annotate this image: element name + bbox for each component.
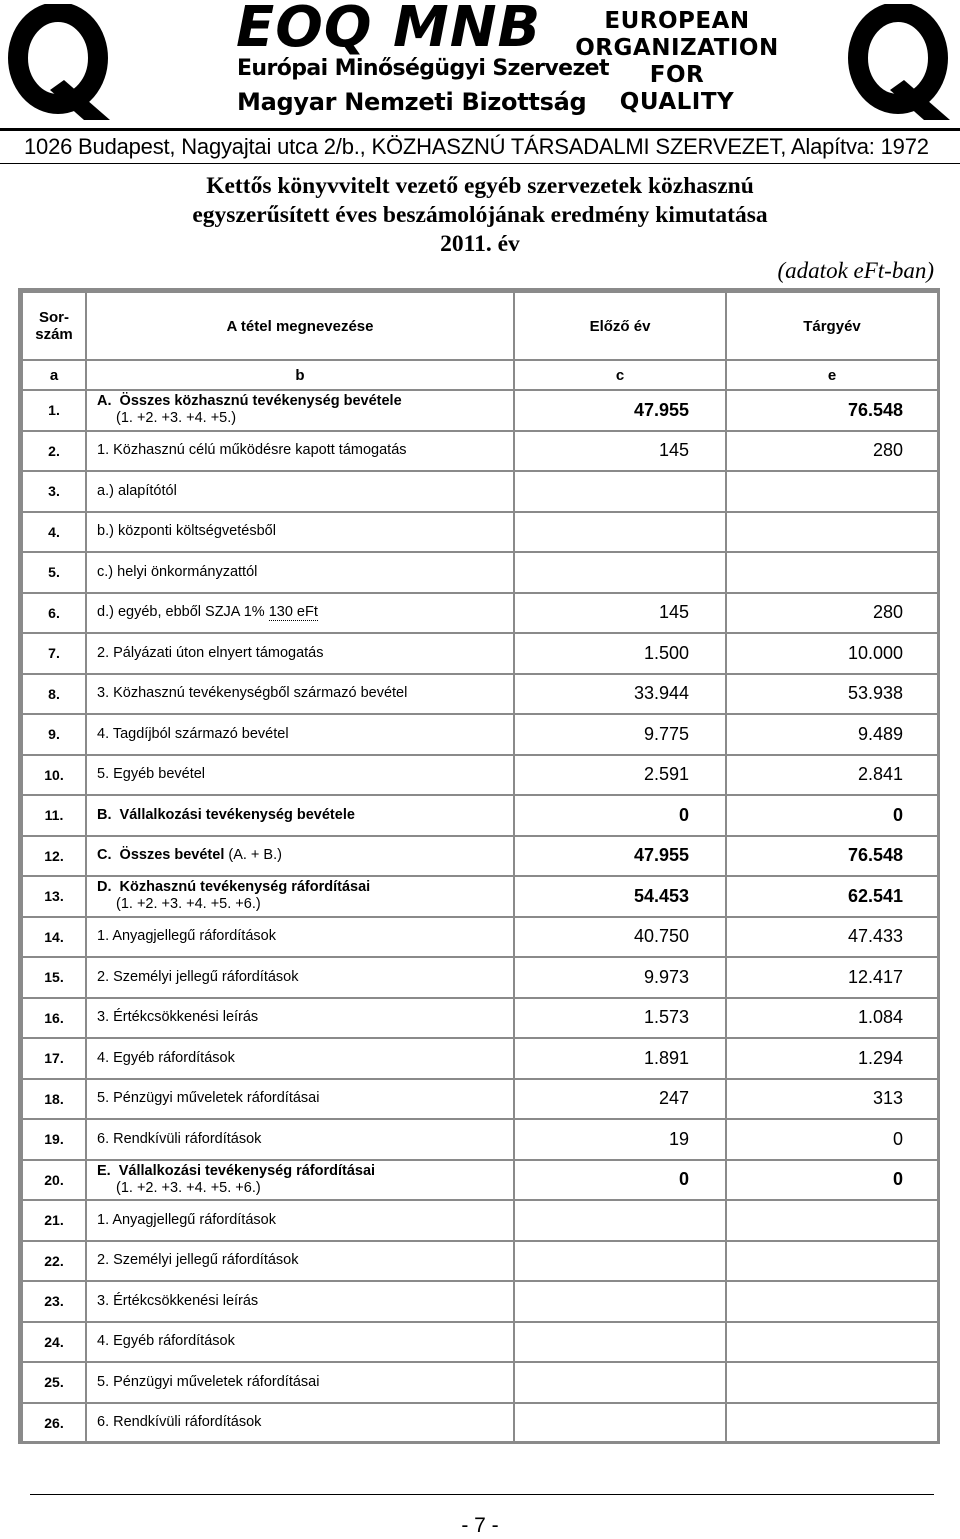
logo-subtitle-2: Magyar Nemzeti Bizottság — [237, 88, 587, 116]
row-number: 2. — [22, 431, 86, 472]
prev-year-value: 40.750 — [514, 917, 726, 958]
current-year-value: 10.000 — [726, 633, 938, 674]
logo-title: EOQ MNB — [236, 0, 542, 60]
current-year-value: 53.938 — [726, 674, 938, 715]
row-name-text: C. Összes bevétel — [97, 847, 225, 864]
prev-year-value: 145 — [514, 431, 726, 472]
table-row — [22, 471, 938, 512]
prev-year-value: 33.944 — [514, 674, 726, 715]
header-sorszam — [22, 292, 86, 360]
row-number: 19. — [22, 1119, 86, 1160]
row-name — [86, 957, 514, 998]
prev-year-value — [514, 1362, 726, 1403]
table-row — [22, 1160, 938, 1201]
income-statement-table — [21, 291, 939, 1444]
current-year-value: 76.548 — [726, 836, 938, 877]
row-name — [86, 1119, 514, 1160]
column-letter-b: b — [86, 360, 514, 390]
current-year-value — [726, 512, 938, 553]
row-name-text: 5. Egyéb bevétel — [97, 766, 206, 783]
row-name — [86, 1281, 514, 1322]
prev-year-value: 47.955 — [514, 836, 726, 877]
row-name-text: 4. Egyéb ráfordítások — [97, 1333, 235, 1350]
row-number: 14. — [22, 917, 86, 958]
row-number: 18. — [22, 1079, 86, 1120]
header-sorszam-line2: szám — [35, 326, 73, 343]
current-year-value: 1.084 — [726, 998, 938, 1039]
table-row — [22, 1200, 938, 1241]
current-year-value — [726, 1281, 938, 1322]
table-row — [22, 795, 938, 836]
row-name-text: 5. Pénzügyi műveletek ráfordításai — [97, 1090, 320, 1107]
prev-year-value — [514, 1200, 726, 1241]
current-year-value — [726, 552, 938, 593]
logo-subtitle-1: Európai Minőségügyi Szervezet — [237, 56, 609, 81]
row-name-text: 1. Közhasznú célú működésre kapott támogatás — [97, 442, 407, 459]
page-number: - 7 - — [461, 1514, 499, 1537]
table-row — [22, 552, 938, 593]
row-number: 3. — [22, 471, 86, 512]
table-row — [22, 1079, 938, 1120]
row-number: 15. — [22, 957, 86, 998]
current-year-value: 280 — [726, 593, 938, 634]
current-year-value — [726, 1200, 938, 1241]
table-header-row — [22, 292, 938, 360]
column-letter-a: a — [22, 360, 86, 390]
row-name — [86, 512, 514, 553]
row-number: 25. — [22, 1362, 86, 1403]
current-year-value — [726, 1403, 938, 1444]
row-number: 20. — [22, 1160, 86, 1201]
table-row — [22, 633, 938, 674]
table-row — [22, 1119, 938, 1160]
row-name-extra: 130 eFt — [268, 604, 318, 621]
row-name — [86, 1322, 514, 1363]
table-row — [22, 714, 938, 755]
income-statement-table-frame — [18, 288, 940, 1444]
row-number: 13. — [22, 876, 86, 917]
current-year-value: 0 — [726, 1119, 938, 1160]
table-row — [22, 1322, 938, 1363]
prev-year-value: 0 — [514, 795, 726, 836]
row-name-text: 4. Egyéb ráfordítások — [97, 1049, 235, 1066]
row-name-formula: (1. +2. +3. +4. +5. +6.) — [116, 896, 261, 913]
current-year-value: 0 — [726, 1160, 938, 1201]
row-name — [86, 876, 514, 917]
row-name-text: E. Vállalkozási tevékenység ráfordításai — [97, 1162, 376, 1179]
prev-year-value — [514, 512, 726, 553]
prev-year-value: 47.955 — [514, 390, 726, 431]
row-name-text: B. Vállalkozási tevékenység bevétele — [97, 806, 355, 823]
current-year-value: 0 — [726, 795, 938, 836]
q-letter-logo-icon — [6, 4, 118, 122]
row-number: 4. — [22, 512, 86, 553]
q-letter-logo-icon — [842, 4, 954, 122]
row-name-text: A. Összes közhasznú tevékenység bevétele — [97, 393, 402, 410]
table-row — [22, 1281, 938, 1322]
row-name-text: c.) helyi önkormányzattól — [97, 563, 258, 580]
row-name — [86, 836, 514, 877]
row-number: 11. — [22, 795, 86, 836]
prev-year-value: 54.453 — [514, 876, 726, 917]
current-year-value: 2.841 — [726, 755, 938, 796]
prev-year-value: 1.500 — [514, 633, 726, 674]
row-number: 1. — [22, 390, 86, 431]
current-year-value: 62.541 — [726, 876, 938, 917]
row-name-text: b.) központi költségvetésből — [97, 523, 276, 540]
logo-right-line: FOR — [649, 62, 705, 88]
prev-year-value: 247 — [514, 1079, 726, 1120]
row-name-text: 2. Pályázati úton elnyert támogatás — [97, 644, 324, 661]
row-name — [86, 1038, 514, 1079]
row-name — [86, 1160, 514, 1201]
title-line-3: 2011. év — [440, 231, 520, 257]
header-current-year: Tárgyév — [726, 292, 938, 360]
current-year-value: 313 — [726, 1079, 938, 1120]
current-year-value: 1.294 — [726, 1038, 938, 1079]
prev-year-value — [514, 471, 726, 512]
table-row — [22, 876, 938, 917]
row-name-text: 1. Anyagjellegű ráfordítások — [97, 1211, 276, 1228]
table-row — [22, 390, 938, 431]
logo-right-line: EUROPEAN — [604, 8, 750, 34]
row-number: 7. — [22, 633, 86, 674]
prev-year-value — [514, 1403, 726, 1444]
prev-year-value: 9.973 — [514, 957, 726, 998]
current-year-value — [726, 1362, 938, 1403]
table-row — [22, 957, 938, 998]
current-year-value — [726, 471, 938, 512]
row-name — [86, 674, 514, 715]
header-sorszam-line1: Sor- — [39, 309, 69, 326]
current-year-value: 47.433 — [726, 917, 938, 958]
prev-year-value — [514, 1322, 726, 1363]
row-name — [86, 1403, 514, 1444]
prev-year-value: 145 — [514, 593, 726, 634]
row-name — [86, 431, 514, 472]
row-number: 16. — [22, 998, 86, 1039]
table-row — [22, 512, 938, 553]
table-row — [22, 431, 938, 472]
row-name-text: 5. Pénzügyi műveletek ráfordításai — [97, 1373, 320, 1390]
row-name-text: 3. Értékcsökkenési leírás — [97, 1009, 259, 1026]
row-number: 23. — [22, 1281, 86, 1322]
row-number: 26. — [22, 1403, 86, 1444]
row-name — [86, 390, 514, 431]
row-number: 21. — [22, 1200, 86, 1241]
row-name-extra: (A. + B.) — [224, 847, 282, 864]
header-name: A tétel megnevezése — [86, 292, 514, 360]
row-name-text: 6. Rendkívüli ráfordítások — [97, 1414, 262, 1431]
row-name-text: 2. Személyi jellegű ráfordítások — [97, 1252, 299, 1269]
letterhead — [0, 0, 960, 130]
current-year-value — [726, 1322, 938, 1363]
title-line-1: Kettős könyvvitelt vezető egyéb szervezetek közhasznú — [206, 173, 754, 199]
row-number: 12. — [22, 836, 86, 877]
table-row — [22, 1241, 938, 1282]
row-name — [86, 633, 514, 674]
column-letter-e: e — [726, 360, 938, 390]
row-number: 5. — [22, 552, 86, 593]
row-name-text: D. Közhasznú tevékenység ráfordításai — [97, 879, 371, 896]
row-name — [86, 1362, 514, 1403]
row-number: 9. — [22, 714, 86, 755]
current-year-value: 280 — [726, 431, 938, 472]
row-name — [86, 1200, 514, 1241]
prev-year-value: 2.591 — [514, 755, 726, 796]
prev-year-value — [514, 552, 726, 593]
row-number: 8. — [22, 674, 86, 715]
row-name-text: 6. Rendkívüli ráfordítások — [97, 1130, 262, 1147]
current-year-value: 9.489 — [726, 714, 938, 755]
footer-rule — [30, 1494, 934, 1495]
row-number: 24. — [22, 1322, 86, 1363]
table-row — [22, 836, 938, 877]
prev-year-value — [514, 1281, 726, 1322]
prev-year-value: 1.573 — [514, 998, 726, 1039]
table-row — [22, 1403, 938, 1444]
table-row — [22, 674, 938, 715]
row-number: 22. — [22, 1241, 86, 1282]
row-number: 17. — [22, 1038, 86, 1079]
current-year-value: 12.417 — [726, 957, 938, 998]
table-row — [22, 917, 938, 958]
address-rule — [0, 163, 960, 164]
row-name-text: 4. Tagdíjból származó bevétel — [97, 725, 289, 742]
table-row — [22, 1362, 938, 1403]
row-name — [86, 714, 514, 755]
row-name-text: 2. Személyi jellegű ráfordítások — [97, 968, 299, 985]
units-note: (adatok eFt-ban) — [777, 258, 934, 283]
row-name-text: a.) alapítótól — [97, 482, 177, 499]
table-row — [22, 755, 938, 796]
title-line-2: egyszerűsített éves beszámolójának eredmény kimutatása — [192, 202, 768, 228]
row-name — [86, 998, 514, 1039]
prev-year-value: 19 — [514, 1119, 726, 1160]
column-letter-c: c — [514, 360, 726, 390]
column-letter-row — [22, 360, 938, 390]
row-name — [86, 917, 514, 958]
row-name-text: 3. Közhasznú tevékenységből származó bevétel — [97, 685, 408, 702]
row-name — [86, 755, 514, 796]
current-year-value — [726, 1241, 938, 1282]
logo-right-text — [566, 8, 788, 116]
row-name — [86, 795, 514, 836]
row-number: 10. — [22, 755, 86, 796]
logo-right-line: QUALITY — [619, 89, 735, 115]
table-row — [22, 1038, 938, 1079]
row-name-text: 1. Anyagjellegű ráfordítások — [97, 928, 276, 945]
table-row — [22, 998, 938, 1039]
row-name — [86, 1079, 514, 1120]
row-name — [86, 552, 514, 593]
address-line: 1026 Budapest, Nagyajtai utca 2/b., KÖZHASZNÚ TÁRSADALMI SZERVEZET, Alapítva: 1972 — [24, 134, 929, 159]
prev-year-value: 9.775 — [514, 714, 726, 755]
prev-year-value — [514, 1241, 726, 1282]
row-name-formula: (1. +2. +3. +4. +5.) — [116, 410, 237, 427]
row-name — [86, 471, 514, 512]
header-prev-year: Előző év — [514, 292, 726, 360]
row-name-text: d.) egyéb, ebből SZJA 1% — [97, 604, 269, 621]
prev-year-value: 1.891 — [514, 1038, 726, 1079]
row-name-formula: (1. +2. +3. +4. +5. +6.) — [116, 1179, 261, 1196]
row-number: 6. — [22, 593, 86, 634]
table-row — [22, 593, 938, 634]
row-name-text: 3. Értékcsökkenési leírás — [97, 1292, 259, 1309]
document-title — [130, 172, 830, 259]
header-rule — [0, 128, 960, 131]
logo-right-line: ORGANIZATION — [575, 35, 779, 61]
current-year-value: 76.548 — [726, 390, 938, 431]
row-name — [86, 1241, 514, 1282]
prev-year-value: 0 — [514, 1160, 726, 1201]
row-name — [86, 593, 514, 634]
